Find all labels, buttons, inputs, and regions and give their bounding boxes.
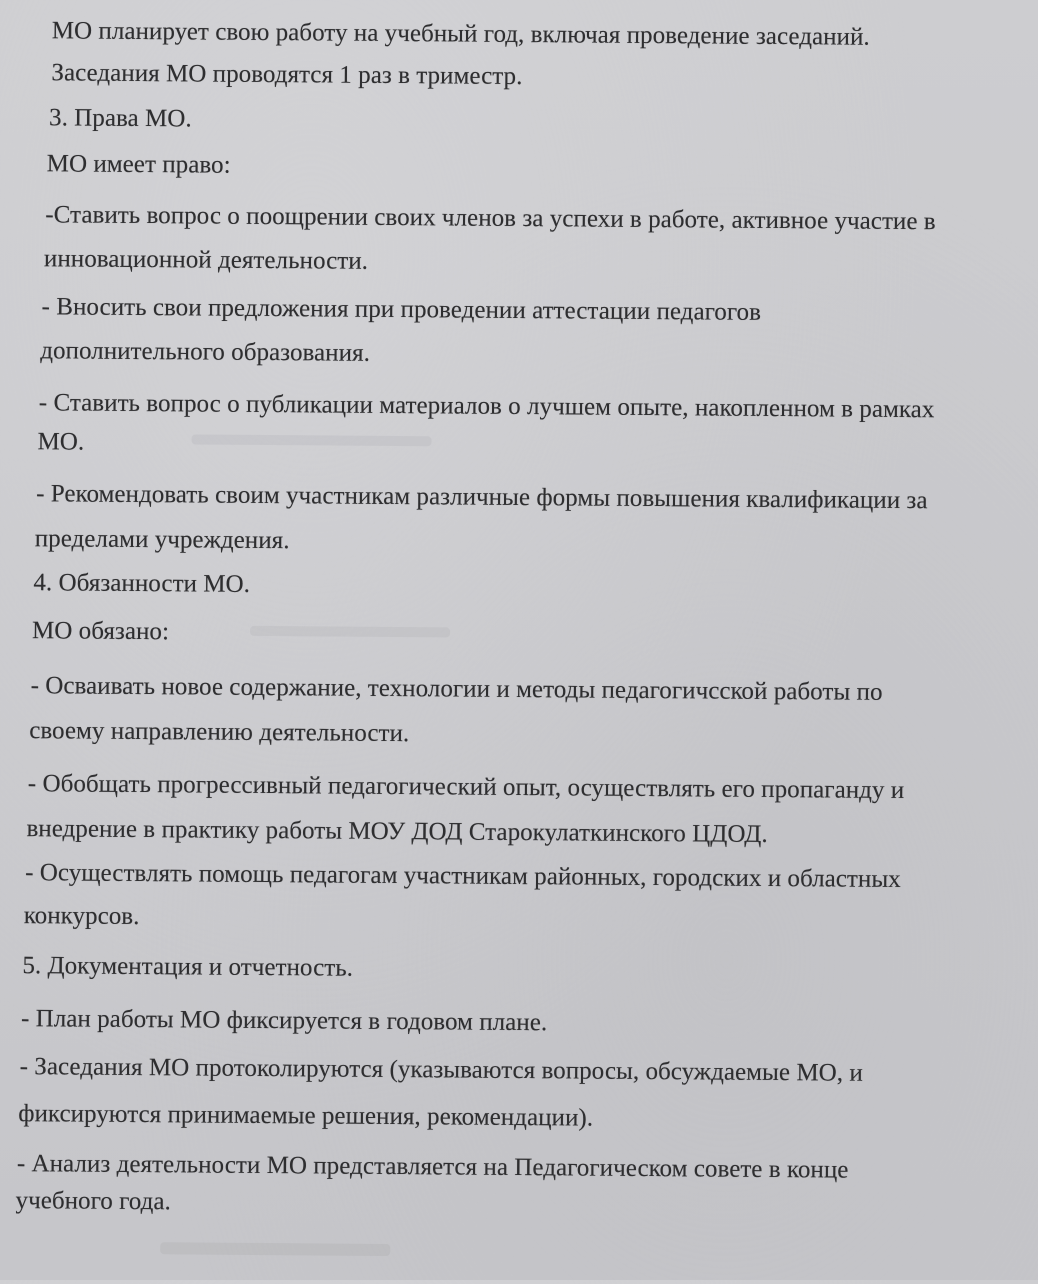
bleed-through-mark [160, 1242, 390, 1256]
text-line: - План работы МО фиксируется в годовом плане. [20, 1005, 548, 1037]
text-line: - Обобщать прогрессивный педагогический опыт, осуществлять его пропаганду и [27, 770, 905, 805]
text-line: МО имеет право: [46, 150, 231, 179]
text-line: инновационной деятельности. [43, 245, 369, 275]
text-line: - Осуществлять помощь педагогам участникам районных, городских и областных [25, 859, 901, 894]
text-line: конкурсов. [23, 902, 140, 931]
text-line: учебного года. [15, 1187, 172, 1216]
section-heading: 3. Права МО. [48, 104, 192, 133]
text-line: МО планирует свою работу на учебный год, включая проведение заседаний. [51, 17, 870, 51]
text-line: - Рекомендовать своим участникам различные формы повышения квалификации за [36, 480, 928, 515]
section-heading: 5. Документация и отчетность. [22, 952, 354, 982]
text-line: внедрение в практику работы МОУ ДОД Старокулаткинского ЦДОД. [26, 815, 768, 848]
text-line: - Заседания МО протоколируются (указываются вопросы, обсуждаемые МО, и [19, 1053, 863, 1087]
bleed-through-mark [192, 434, 432, 446]
text-line: - Анализ деятельности МО представляется на Педагогическом совете в конце [16, 1150, 849, 1184]
text-line: -Ставить вопрос о поощрении своих членов за успехи в работе, активное участие в [45, 201, 936, 236]
text-line: - Вносить свои предложения при проведении аттестации педагогов [41, 293, 762, 326]
text-line: пределами учреждения. [34, 525, 290, 555]
text-line: МО. [37, 428, 85, 456]
text-line: Заседания МО проводятся 1 раз в триместр. [51, 59, 523, 91]
text-line: своему направлению деятельности. [29, 717, 410, 748]
text-line: - Осваивать новое содержание, технологии и методы педагогичсской работы по [30, 672, 883, 706]
text-line: МО обязано: [31, 617, 170, 646]
section-heading: 4. Обязанности МО. [33, 569, 251, 598]
bleed-through-mark [250, 626, 450, 638]
text-line: фиксируются принимаемые решения, рекомендации). [18, 1100, 594, 1132]
text-line: - Ставить вопрос о публикации материалов о лучшем опыте, накопленном в рамках [38, 389, 935, 424]
text-line: дополнительного образования. [40, 337, 371, 367]
